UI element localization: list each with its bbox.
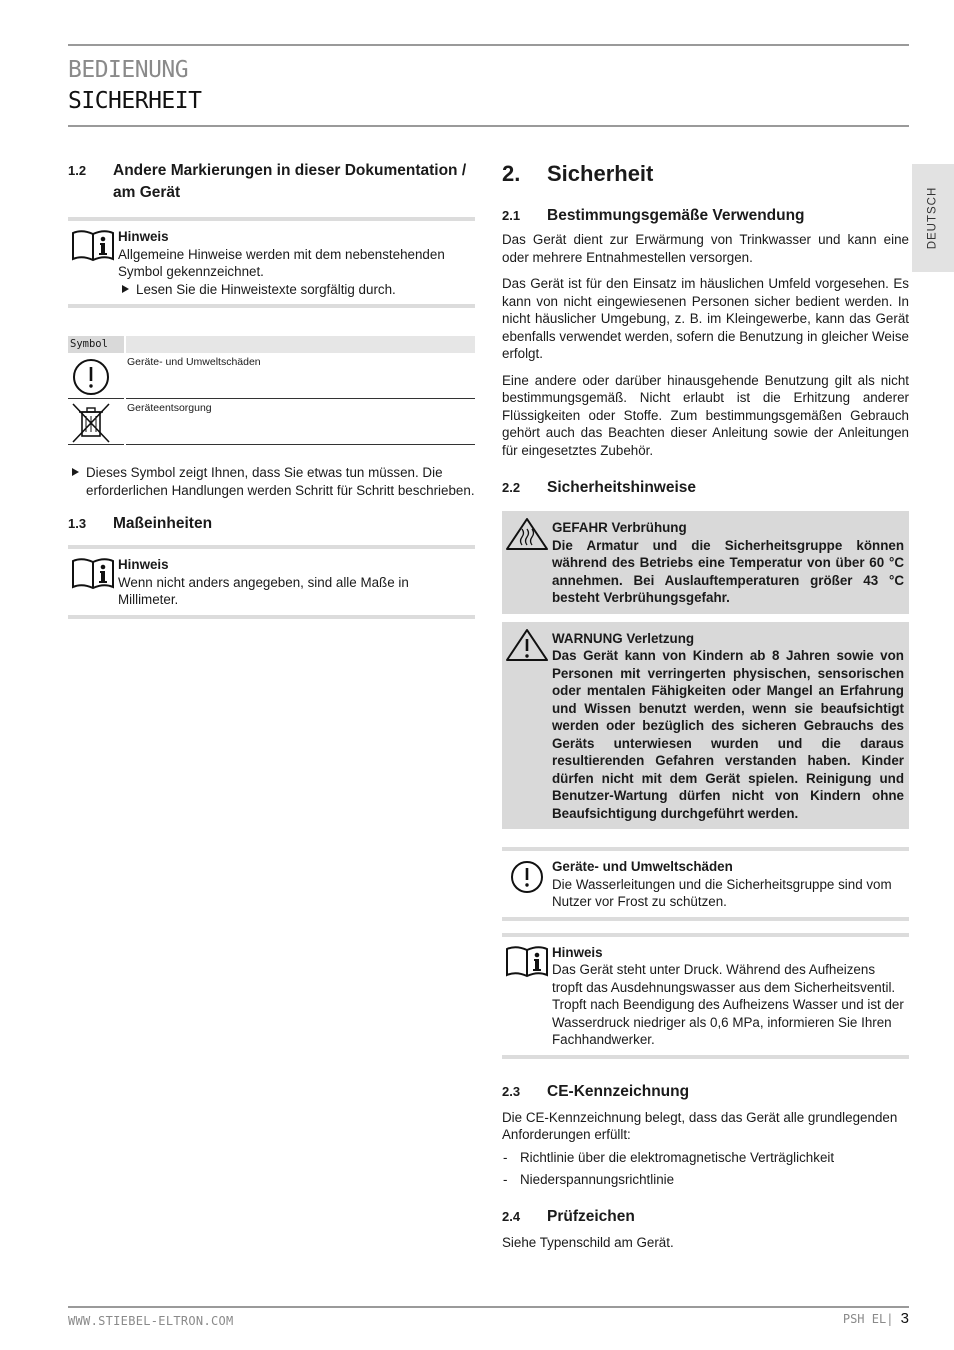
hint-body: Wenn nicht anders angegeben, sind alle Maße in Millimeter. [118,574,409,607]
chapter-number: 2. [502,161,521,186]
section-number: 2.1 [502,208,521,223]
hint-title: Hinweis [118,557,169,572]
section-2-3-heading [502,1081,909,1103]
header-title: SICHERHEIT [68,88,202,114]
action-instruction: Dieses Symbol zeigt Ihnen, dass Sie etwas tun müssen. Die erforderlichen Handlungen werden Schritt für Schritt beschrieben. [68,464,475,499]
symbol-row [68,399,475,445]
language-tab-label: DEUTSCH [926,186,939,250]
hot-surface-warning-icon [505,517,549,551]
footer-page-info: PSH EL| 3 [842,1310,909,1327]
section-2-2-heading [502,477,909,499]
damage-notice [502,847,909,921]
hint-notice [68,545,475,619]
section-2-1-heading [502,205,909,227]
hint-notice [68,217,475,308]
section-number: 2.3 [502,1083,521,1099]
section-title: Sicherheitshinweise [547,479,697,496]
paragraph: Siehe Typenschild am Gerät. [502,1234,674,1250]
paragraph: Das Gerät ist für den Einsatz im häuslichen Umfeld vorgesehen. Es kann von nicht eingewiesenen Personen sicher bedient werden. In nicht häuslicher Umgebung, z. B. im Kleingewerbe, kann das Gerät ebenfalls verwendet werden, sofern die Benutzung in gleicher Weise erfolgt. [502,276,909,361]
info-book-icon [505,945,549,979]
right-column [502,160,909,1251]
section-title: Andere Markierungen in dieser Dokumentation / am Gerät [113,162,467,201]
chapter-2-heading [502,160,909,188]
section-number: 1.3 [68,516,87,531]
language-tab[interactable] [912,164,954,272]
damage-body: Die Wasserleitungen und die Sicherheitsgruppe sind vom Nutzer vor Frost zu schützen. [552,876,892,909]
crossed-bin-icon [69,400,113,444]
warning-triangle-icon [505,628,549,662]
section-1-2-heading [68,160,475,204]
paragraph: Das Gerät dient zur Erwärmung von Trinkwasser und kann eine oder mehrere Entnahmestellen versorgen. [502,232,909,265]
hint-bullet: Lesen Sie die Hinweistexte sorgfältig durch. [118,281,471,299]
hint-body: Das Gerät steht unter Druck. Während des Aufheizens tropft das Ausdehnungswasser aus dem Sicherheitsventil. Tropft nach Beendigung des Aufheizens Wasser und ist der Wasserdruck niedriger als 0,6 MPa, informieren Sie Ihren Fachhandwerker. [552,962,904,1047]
hint-title: Hinweis [552,944,603,960]
section-number: 2.4 [502,1208,521,1224]
symbol-table-header [68,336,475,353]
info-book-icon [71,229,115,263]
section-title: Maßeinheiten [113,515,213,532]
header-bottom-rule [68,125,909,127]
footer-product: PSH EL [842,1312,887,1326]
symbol-column-header: Symbol [68,336,124,353]
hint-body: Allgemeine Hinweise werden mit dem nebenstehenden Symbol gekennzeichnet. [118,246,445,279]
list-item: - Richtlinie über die elektromagnetische Verträglichkeit [502,1149,909,1167]
section-number: 2.2 [502,480,521,495]
footer-url[interactable]: WWW.STIEBEL-ELTRON.COM [68,1314,234,1328]
danger-body: Die Armatur und die Sicherheitsgruppe können während des Betriebs eine Temperatur von über 60 °C annehmen. Bei Auslauftemperaturen größer 43 °C besteht Verbrühungsgefahr. [552,537,904,605]
section-2-4-heading [502,1206,909,1228]
info-book-icon [71,557,115,591]
section-1-3-heading [68,513,475,535]
warning-body: Das Gerät kann von Kindern ab 8 Jahren sowie von Personen mit verringerten physischen, sensorischen oder mentalen Fähigkeiten oder Mangel an Erfahrung und Wissen benutzt werden, wenn sie beaufsichtigt werden oder bezüglich des sicheren Gebrauchs des Geräts unterwiesen wurden und die daraus resultierenden Gefahren verstanden haben. Kinder dürfen nicht mit dem Gerät spielen. Reinigung und Benutzer-Wartung dürfen nicht von Kindern ohne Beaufsichtigung durchgeführt werden. [552,648,904,821]
damage-title: Geräte- und Umweltschäden [552,859,733,874]
hint-notice [502,933,909,1059]
warning-notice [502,622,909,830]
paragraph: Die CE-Kennzeichnung belegt, dass das Gerät alle grundlegenden Anforderungen erfüllt: [502,1109,898,1142]
chapter-title: Sicherheit [547,161,654,186]
left-column [68,160,475,619]
hint-title: Hinweis [118,229,169,244]
paragraph: Eine andere oder darüber hinausgehende Benutzung gilt als nicht bestimmungsgemäß. Nicht erlaubt ist die Erhitzung anderer Flüssigkeiten oder Stoffe. Zum bestimmungsgemäßen Gebrauch gehört auch das Beachten dieser Anleitung sowie der Anleitungen für eingesetztes Zubehör. [502,372,909,458]
footer-rule [68,1306,909,1308]
symbol-label: Geräteentsorgung [126,399,475,445]
section-title: CE-Kennzeichnung [547,1082,690,1100]
header-section: BEDIENUNG [68,57,189,83]
section-title: Prüfzeichen [547,1207,635,1225]
header-top-rule [68,44,909,46]
symbol-label: Geräte- und Umweltschäden [126,353,475,399]
section-title: Bestimmungsgemäße Verwendung [547,207,805,224]
danger-title: GEFAHR Verbrühung [552,520,687,535]
warning-title: WARNUNG Verletzung [552,630,695,646]
symbol-table [68,336,475,445]
exclamation-circle-icon [505,860,549,894]
exclamation-circle-icon [71,357,111,397]
danger-notice [502,511,909,614]
list-item: - Niederspannungsrichtlinie [502,1171,909,1189]
symbol-row [68,353,475,399]
section-number: 1.2 [68,163,87,178]
page-number: 3 [900,1310,909,1327]
